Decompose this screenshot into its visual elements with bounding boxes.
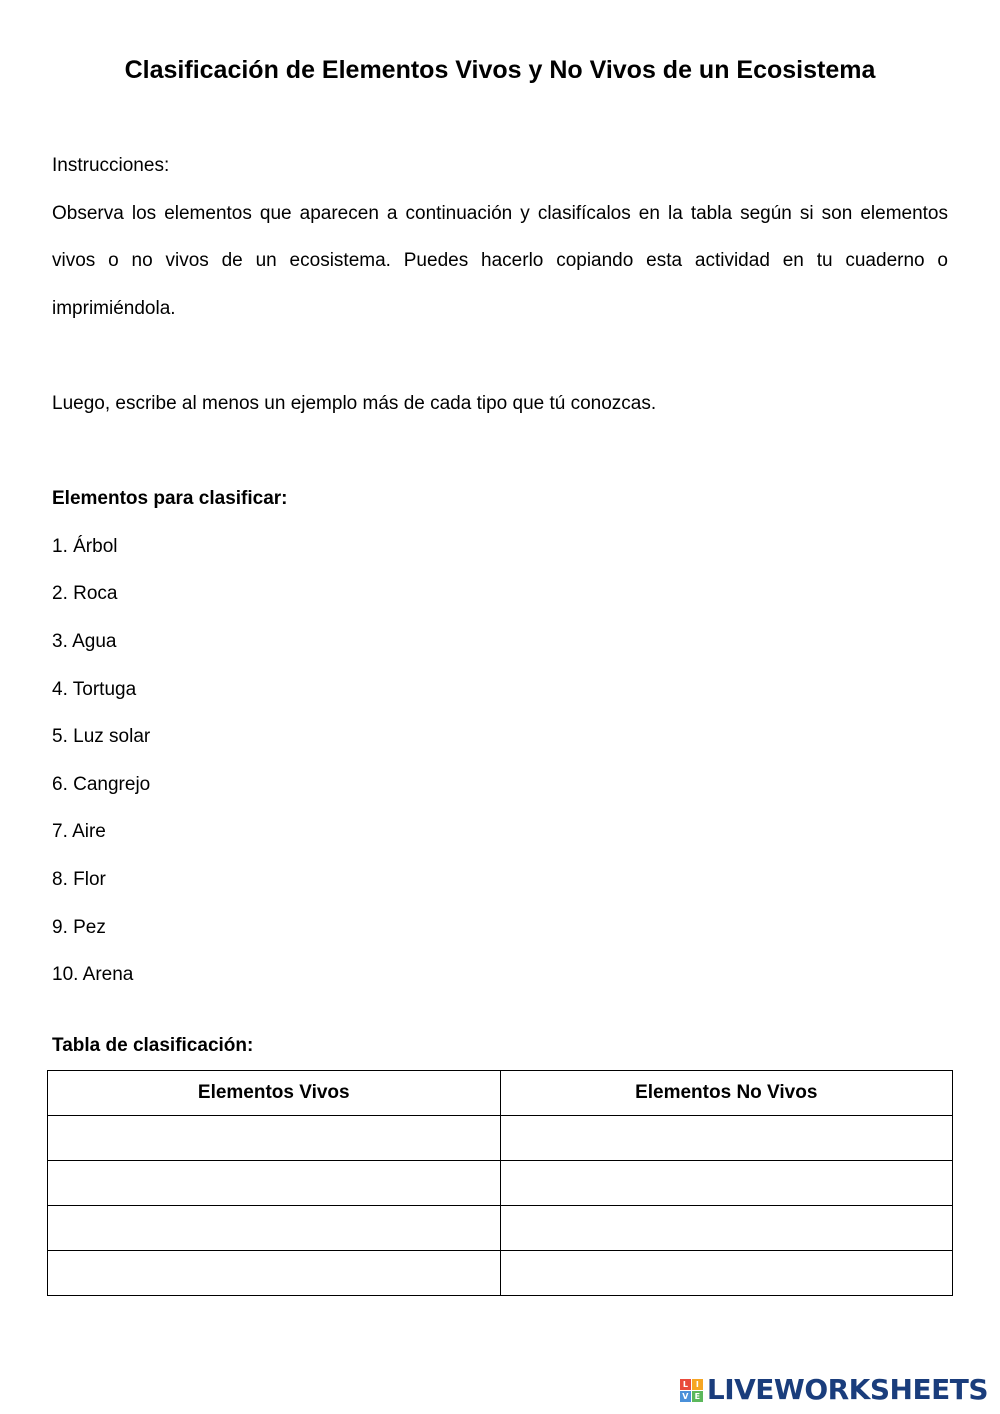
nonliving-cell[interactable] (500, 1251, 953, 1296)
list-item: 2. Roca (52, 583, 118, 605)
table-header-row (48, 1071, 953, 1116)
instructions-text: Observa los elementos que aparecen a continuación y clasifícalos en la tabla según si son elementos vivos o no vivos de un ecosistema. Puedes hacerlo copiando esta actividad en tu cuaderno o imprimiéndola. (52, 202, 948, 319)
nonliving-cell[interactable] (500, 1161, 953, 1206)
column-header-living: Elementos Vivos (48, 1071, 501, 1116)
liveworksheets-logo (680, 1373, 988, 1407)
list-item: 8. Flor (52, 868, 106, 890)
elements-list (52, 523, 948, 999)
spacer (52, 332, 948, 380)
table-heading: Tabla de clasificación: (52, 1035, 254, 1056)
living-cell[interactable] (48, 1206, 501, 1251)
followup-text: Luego, escribe al menos un ejemplo más de cada tipo que tú conozcas. (52, 392, 657, 414)
list-item: 1. Árbol (52, 535, 118, 557)
list-item: 10. Arena (52, 964, 134, 986)
page-title: Clasificación de Elementos Vivos y No Vivos de un Ecosistema (124, 56, 876, 84)
logo-mark-icon (680, 1379, 703, 1402)
elements-heading: Elementos para clasificar: (52, 488, 288, 510)
logo-mark-letter: E (692, 1391, 703, 1402)
nonliving-cell[interactable] (500, 1206, 953, 1251)
column-header-nonliving: Elementos No Vivos (500, 1071, 953, 1116)
list-item: 6. Cangrejo (52, 773, 151, 795)
table-row (48, 1206, 953, 1251)
list-item: 4. Tortuga (52, 678, 137, 700)
living-cell[interactable] (48, 1116, 501, 1161)
list-item: 9. Pez (52, 916, 106, 938)
list-item: 3. Agua (52, 630, 117, 652)
table-row (48, 1161, 953, 1206)
logo-text: LIVEWORKSHEETS (706, 1373, 988, 1406)
instructions-label: Instrucciones: (52, 155, 170, 176)
spacer (52, 428, 948, 476)
worksheet-body (52, 142, 948, 999)
table-row (48, 1251, 953, 1296)
nonliving-cell[interactable] (500, 1116, 953, 1161)
logo-mark-letter: I (692, 1379, 703, 1390)
living-cell[interactable] (48, 1161, 501, 1206)
classification-table (47, 1070, 953, 1296)
living-cell[interactable] (48, 1251, 501, 1296)
table-row (48, 1116, 953, 1161)
list-item: 7. Aire (52, 821, 106, 843)
list-item: 5. Luz solar (52, 726, 151, 748)
logo-mark-letter: V (680, 1391, 691, 1402)
logo-mark-letter: L (680, 1379, 691, 1390)
